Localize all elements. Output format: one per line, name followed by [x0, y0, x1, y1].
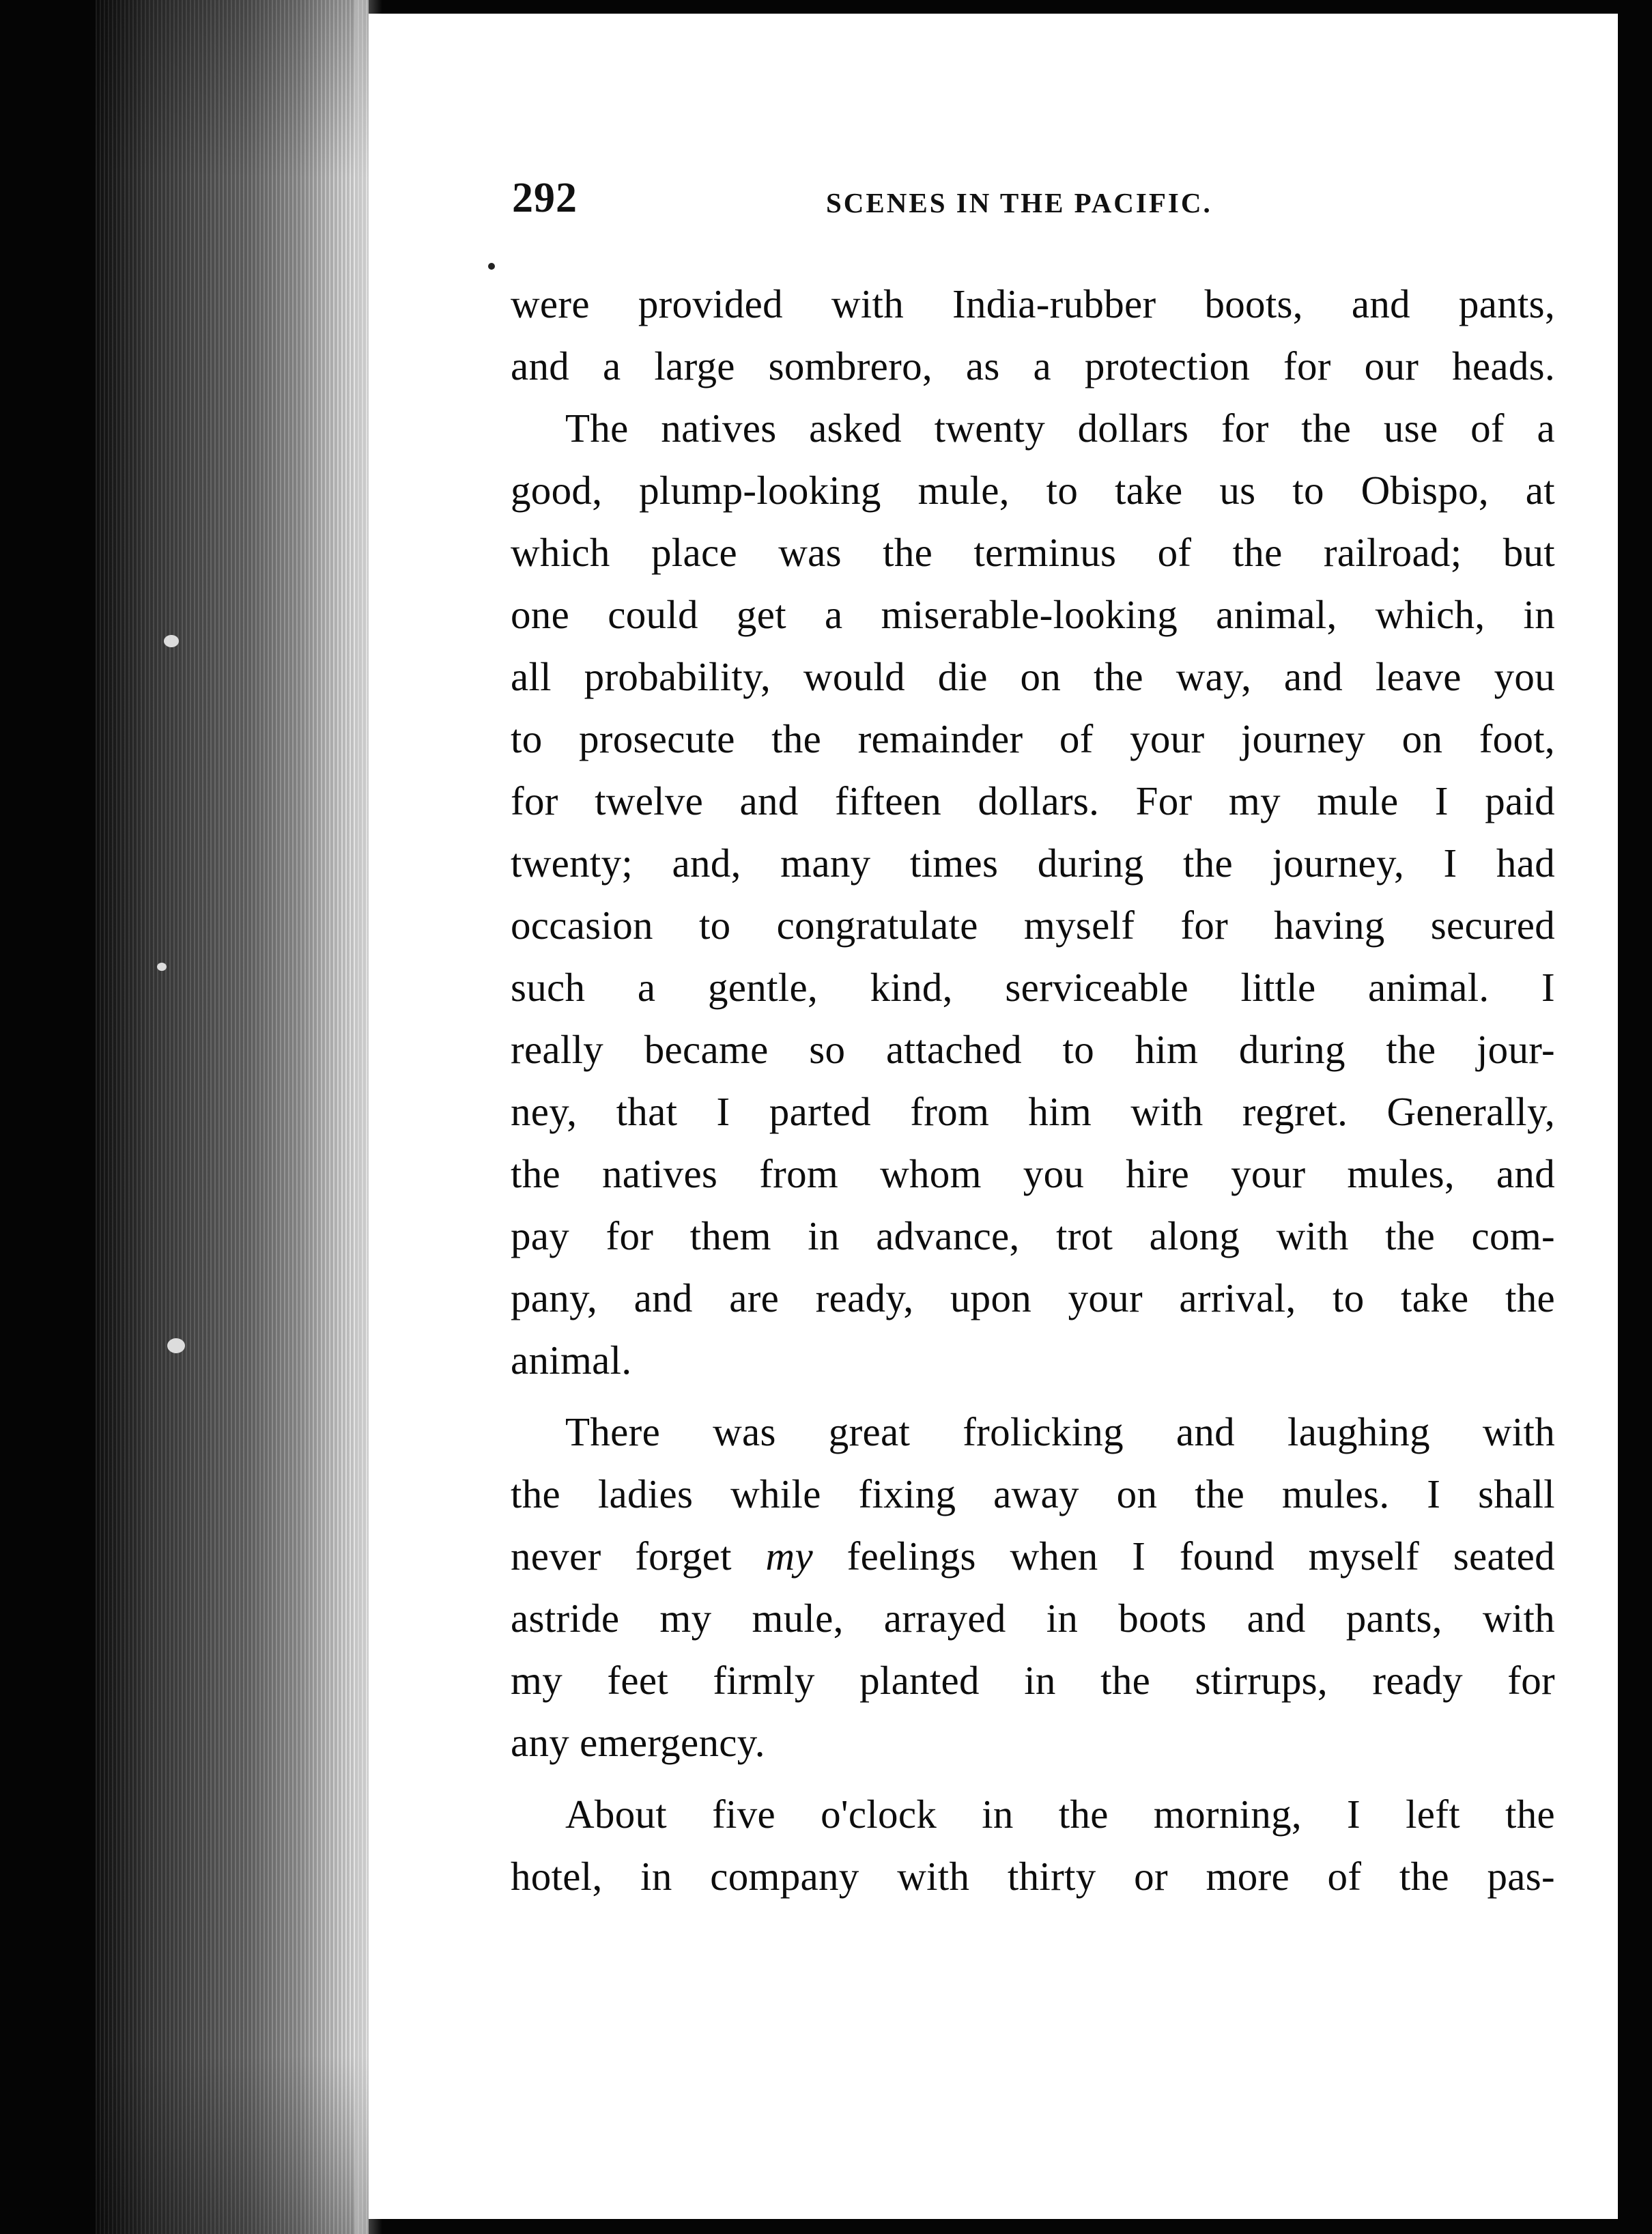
text-line: to prosecute the remainder of your journey on foot,: [511, 716, 1555, 761]
italic-word: my: [765, 1533, 813, 1579]
text-fragment: never forget: [511, 1533, 732, 1579]
text-line: astride my mule, arrayed in boots and pants, with: [511, 1596, 1555, 1641]
text-line: the ladies while fixing away on the mules. I shall: [511, 1471, 1555, 1516]
text-line: About five o'clock in the morning, I left the: [565, 1792, 1555, 1837]
text-line: twenty; and, many times during the journey, I had: [511, 840, 1555, 886]
text-line: good, plump-looking mule, to take us to Obispo, at: [511, 468, 1555, 513]
text-line: and a large sombrero, as a protection for our heads.: [511, 343, 1555, 388]
text-line: the natives from whom you hire your mules, and: [511, 1151, 1555, 1196]
page-header: [512, 174, 1570, 236]
text-line: my feet firmly planted in the stirrups, ready for: [511, 1658, 1555, 1703]
book-page-edges: [96, 0, 369, 2234]
text-line: occasion to congratulate myself for having secured: [511, 903, 1555, 948]
text-line: such a gentle, kind, serviceable little animal. I: [511, 965, 1555, 1010]
text-line: all probability, would die on the way, and leave you: [511, 654, 1555, 699]
text-fragment: feelings when I found myself seated: [846, 1533, 1555, 1579]
text-line: for twelve and fifteen dollars. For my mule I paid: [511, 778, 1555, 823]
ink-mark: [488, 263, 495, 270]
text-line: any emergency.: [511, 1720, 765, 1765]
text-line: [511, 1525, 1555, 1587]
text-line: which place was the terminus of the railroad; but: [511, 530, 1555, 575]
text-line: There was great frolicking and laughing with: [565, 1409, 1555, 1454]
running-head: SCENES IN THE PACIFIC.: [826, 187, 1212, 218]
text-line: really became so attached to him during the jour-: [511, 1027, 1555, 1072]
scan-speck: [167, 1338, 185, 1353]
text-line: one could get a miserable-looking animal, which, in: [511, 592, 1555, 637]
page-number: 292: [512, 175, 578, 221]
scan-speck: [164, 635, 179, 647]
body-text: [511, 273, 1555, 1908]
text-line: were provided with India-rubber boots, and pants,: [511, 281, 1555, 326]
text-line: animal.: [511, 1338, 632, 1383]
text-line: pany, and are ready, upon your arrival, to take the: [511, 1275, 1555, 1320]
text-line: hotel, in company with thirty or more of the pas-: [511, 1854, 1555, 1899]
text-line: ney, that I parted from him with regret. Generally,: [511, 1089, 1555, 1134]
text-line: pay for them in advance, trot along with the com-: [511, 1213, 1555, 1258]
scan-speck: [157, 963, 167, 971]
text-line: The natives asked twenty dollars for the use of a: [565, 406, 1555, 451]
